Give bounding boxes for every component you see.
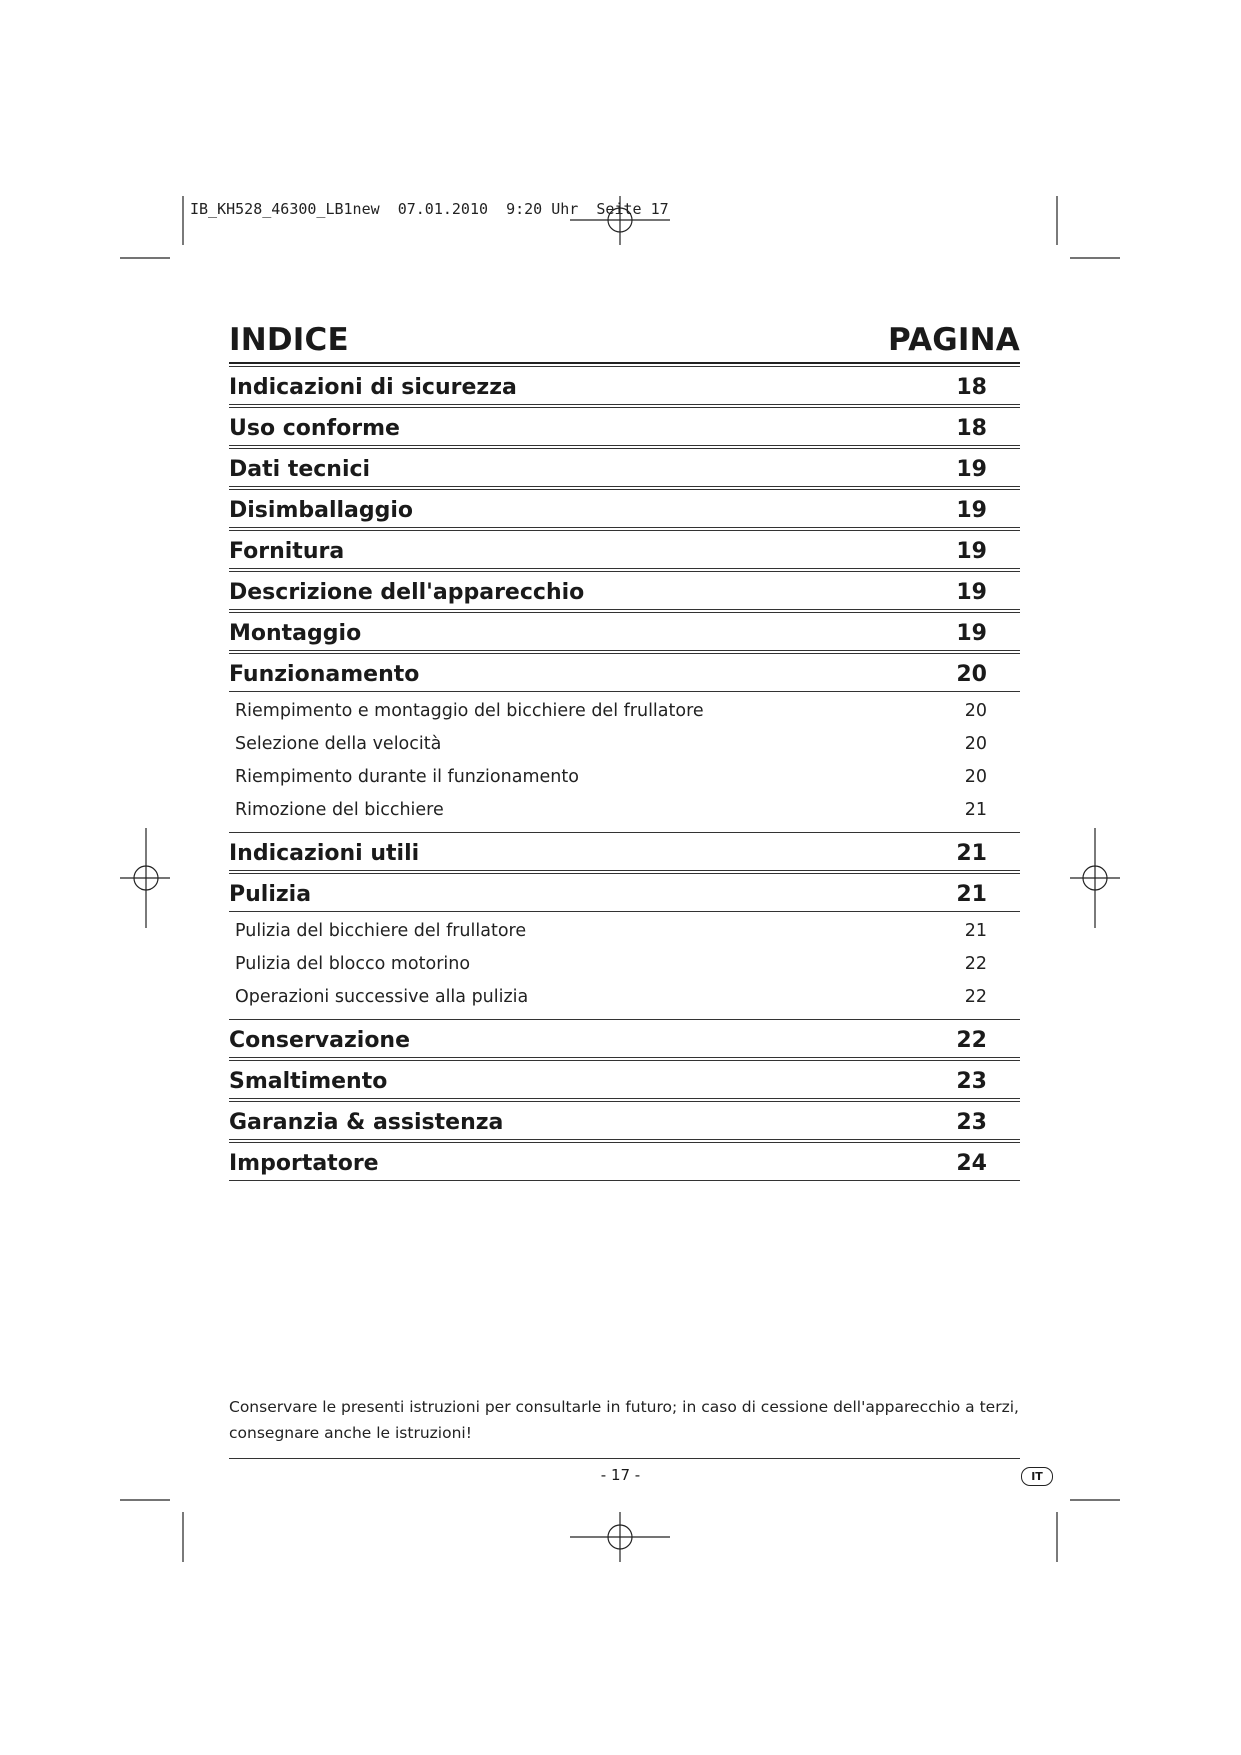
toc-entry <box>229 1060 1020 1099</box>
footer-note: Conservare le presenti istruzioni per consultarle in futuro; in caso di cessione dell'apparecchio a terzi, consegnare anche le istruzioni! <box>229 1398 1019 1442</box>
toc-subentry <box>229 727 1020 760</box>
toc-subentry-title: Riempimento e montaggio del bicchiere del frullatore <box>235 700 704 721</box>
toc-entry-page: 19 <box>956 539 987 564</box>
toc-subentry-page: 22 <box>964 953 987 974</box>
toc-entry-page: 23 <box>956 1069 987 1094</box>
toc-page-column-title: PAGINA <box>888 322 1020 358</box>
toc-entry-page: 19 <box>956 621 987 646</box>
toc-subentry-page: 21 <box>964 799 987 820</box>
toc-entry <box>229 530 1020 569</box>
toc-entry-title: Importatore <box>229 1151 379 1176</box>
toc-subentry-title: Pulizia del bicchiere del frullatore <box>235 920 527 941</box>
toc-subentry-page: 21 <box>964 920 987 941</box>
toc-subentry-title: Riempimento durante il funzionamento <box>235 766 579 787</box>
toc-subentry-page: 22 <box>964 986 987 1007</box>
toc-subentries <box>229 692 1020 830</box>
toc-entry-page: 21 <box>956 841 987 866</box>
table-of-contents <box>229 318 1020 1181</box>
toc-entry <box>229 489 1020 528</box>
toc-entry <box>229 653 1020 692</box>
toc-entry <box>229 366 1020 405</box>
toc-entry-title: Fornitura <box>229 539 345 564</box>
toc-subentry-title: Operazioni successive alla pulizia <box>235 986 529 1007</box>
toc-subentry <box>229 947 1020 980</box>
toc-entry-page: 18 <box>956 416 987 441</box>
toc-subentry-page: 20 <box>964 700 987 721</box>
toc-subentry-title: Pulizia del blocco motorino <box>235 953 471 974</box>
toc-entry-title: Pulizia <box>229 882 312 907</box>
toc-entry-page: 22 <box>956 1028 987 1053</box>
toc-entry-page: 19 <box>956 498 987 523</box>
toc-subentry <box>229 980 1020 1013</box>
toc-subentry <box>229 793 1020 826</box>
toc-entries <box>229 366 1020 1181</box>
toc-entry-page: 24 <box>956 1151 987 1176</box>
toc-entry-page: 23 <box>956 1110 987 1135</box>
toc-entry <box>229 571 1020 610</box>
toc-entry-title: Montaggio <box>229 621 362 646</box>
toc-entry <box>229 612 1020 651</box>
toc-entry <box>229 1142 1020 1181</box>
toc-entry-title: Conservazione <box>229 1028 411 1053</box>
toc-entry <box>229 407 1020 446</box>
toc-entry-title: Dati tecnici <box>229 457 371 482</box>
toc-entry-page: 21 <box>956 882 987 907</box>
toc-entry <box>229 873 1020 912</box>
toc-subentry <box>229 694 1020 727</box>
print-slug: IB_KH528_46300_LB1new 07.01.2010 9:20 Uhr Seite 17 <box>190 200 669 218</box>
toc-entry-title: Descrizione dell'apparecchio <box>229 580 585 605</box>
toc-subentry <box>229 760 1020 793</box>
toc-entry-page: 18 <box>956 375 987 400</box>
toc-entry-page: 19 <box>956 457 987 482</box>
page-number: - 17 - <box>600 1466 641 1484</box>
toc-subentry <box>229 914 1020 947</box>
toc-entry-page: 20 <box>956 662 987 687</box>
toc-entry-title: Disimballaggio <box>229 498 414 523</box>
toc-subentry-title: Rimozione del bicchiere <box>235 799 444 820</box>
toc-entry-title: Indicazioni utili <box>229 841 420 866</box>
toc-header <box>229 318 1020 364</box>
toc-entry-title: Funzionamento <box>229 662 420 687</box>
toc-entry <box>229 1019 1020 1058</box>
toc-entry <box>229 448 1020 487</box>
toc-subentry-title: Selezione della velocità <box>235 733 442 754</box>
toc-subentries <box>229 912 1020 1017</box>
toc-entry-title: Garanzia & assistenza <box>229 1110 504 1135</box>
toc-entry <box>229 1101 1020 1140</box>
toc-entry-title: Smaltimento <box>229 1069 388 1094</box>
toc-entry-page: 19 <box>956 580 987 605</box>
footer-divider <box>229 1458 1020 1459</box>
toc-title: INDICE <box>229 322 349 358</box>
language-badge: IT <box>1021 1467 1053 1486</box>
toc-subentry-page: 20 <box>964 766 987 787</box>
toc-entry-title: Indicazioni di sicurezza <box>229 375 517 400</box>
toc-entry <box>229 832 1020 871</box>
toc-subentry-page: 20 <box>964 733 987 754</box>
toc-entry-title: Uso conforme <box>229 416 400 441</box>
